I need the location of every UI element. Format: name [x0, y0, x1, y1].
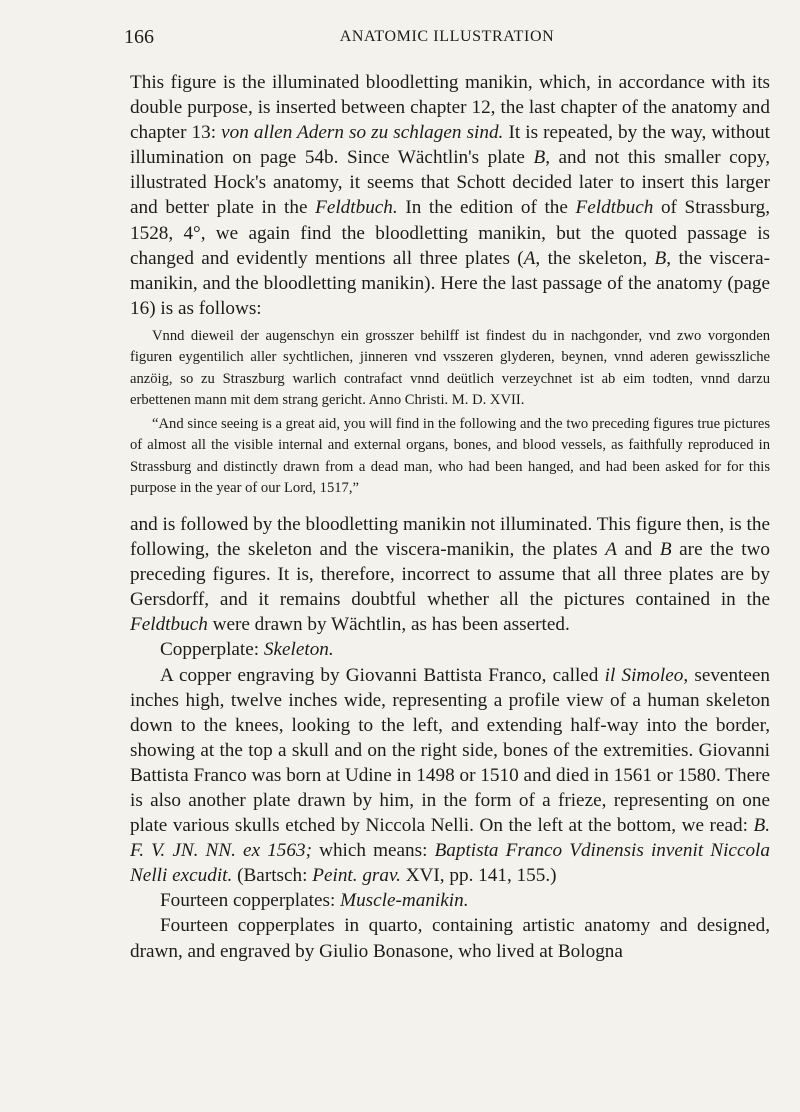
paragraph-text: “And since seeing is a great aid, you will find in the following and the two preceding figures true pictures of almost all the visible internal and external organs, bones, and blood vessels, as faithfully reproduced in Strassburg and distinctly drawn from a dead man, who had been hanged, and had been asked for for this purpose in the year of our Lord, 1517,” [130, 415, 770, 497]
paragraph-text: of Strassburg, 1528, 4°, we again find the bloodletting manikin, but the quoted passage is changed and evidently mentions all three plates ( [130, 197, 771, 269]
italic-text: B. F. V. JN. NN. ex 1563; [130, 815, 770, 862]
body-paragraph [130, 888, 770, 913]
page-header [124, 26, 770, 52]
italic-text: von allen Adern so zu schlagen sind. [221, 122, 504, 144]
paragraph-text: , the skeleton, [535, 247, 655, 269]
block-quote [130, 414, 770, 500]
body-paragraph [130, 663, 770, 889]
paragraph-text: Fourteen copperplates in quarto, containing artistic anatomy and designed, drawn, and engraved by Giulio Bonasone, who lived at Bologna [130, 915, 770, 962]
paragraph-text: A copper engraving by Giovanni Battista Franco, called [160, 664, 605, 686]
paragraph-text: , seventeen inches high, twelve inches wide, representing a profile view of a human skeleton down to the knees, looking to the left, and extending half-way into the border, showing at the top a skull and on the right side, bones of the extremities. Giovanni Battista Franco was born at Udine in 1498 or 1510 and died in 1561 or 1580. There is also another plate drawn by him, in the form of a frieze, representing on one plate various skulls etched by Niccola Nelli. On the left at the bottom, we read: [130, 664, 770, 837]
paragraph-text: and [616, 539, 660, 561]
italic-text: B [533, 147, 546, 169]
italic-text: A [605, 539, 617, 561]
paragraph-text: which means: [311, 840, 435, 862]
body-paragraph [130, 512, 770, 637]
paragraph-text: Fourteen copperplates: [160, 890, 341, 912]
paragraph-text: It is repeated, by the way, without illumination on page 54b. Since Wächtlin's plate [130, 122, 770, 169]
paragraph-text: This figure is the illuminated bloodletting manikin, which, in accordance with its double purpose, is inserted between chapter 12, the last chapter of the anatomy and chapter 13: [130, 72, 770, 144]
italic-text: Feldtbuch. [315, 197, 398, 219]
page-number: 166 [124, 26, 154, 48]
italic-text: A [523, 247, 536, 269]
paragraph-text: , the viscera-manikin, and the bloodletting manikin). Here the last passage of the anatomy (page 16) is as follows: [130, 247, 770, 319]
italic-text: Feldtbuch [575, 197, 654, 219]
paragraph-text: In the edition of the [397, 197, 576, 219]
italic-text: il Simoleo [604, 664, 684, 686]
running-head: ANATOMIC ILLUSTRATION [339, 28, 555, 45]
paragraph-text: and is followed by the bloodletting manikin not illuminated. This figure then, is the following, the skeleton and the viscera-manikin, the plates [130, 513, 770, 561]
italic-text: B [654, 247, 667, 269]
paragraph-text: Copperplate: [160, 639, 264, 661]
italic-text: Skeleton. [263, 639, 334, 661]
paragraph-text: XVI, pp. 141, 155.) [400, 865, 557, 887]
paragraph-text: Vnnd dieweil der augenschyn ein grosszer behilff ist findest du in nachgonder, vnd zwo vorgonden figuren eygentilich aller sychtlichen, jinneren vnd vsszeren glyderen, beynen, vnnd aderen gewisszliche anzöig, so zu Straszburg warlich contrafact vnnd deütlich verzeychnet ist ab eim todten, vnnd darzu erbettenen mann mit dem strang gericht. Anno Christi. M. D. XVII. [130, 327, 770, 409]
body-paragraph [130, 70, 770, 321]
paragraph-text: were drawn by Wächtlin, as has been asserted. [207, 614, 570, 636]
italic-text: Feldtbuch [130, 614, 208, 636]
page-body [130, 70, 770, 964]
italic-text: Baptista Franco Vdinensis invenit Niccola Nelli excudit. [130, 840, 770, 887]
italic-text: Muscle-manikin. [340, 890, 469, 912]
block-quote [130, 326, 770, 412]
italic-text: Peint. grav. [312, 865, 401, 887]
paragraph-text: are the two preceding figures. It is, therefore, incorrect to assume that all three plates are by Gersdorff, and it remains doubtful whether all the pictures contained in the [130, 539, 770, 611]
italic-text: B [659, 539, 672, 561]
paragraph-text: , and not this smaller copy, illustrated Hock's anatomy, it seems that Schott decided later to insert this larger and better plate in the [130, 147, 770, 219]
paragraph-text: (Bartsch: [232, 865, 313, 887]
body-paragraph [130, 637, 770, 662]
body-paragraph [130, 913, 770, 963]
